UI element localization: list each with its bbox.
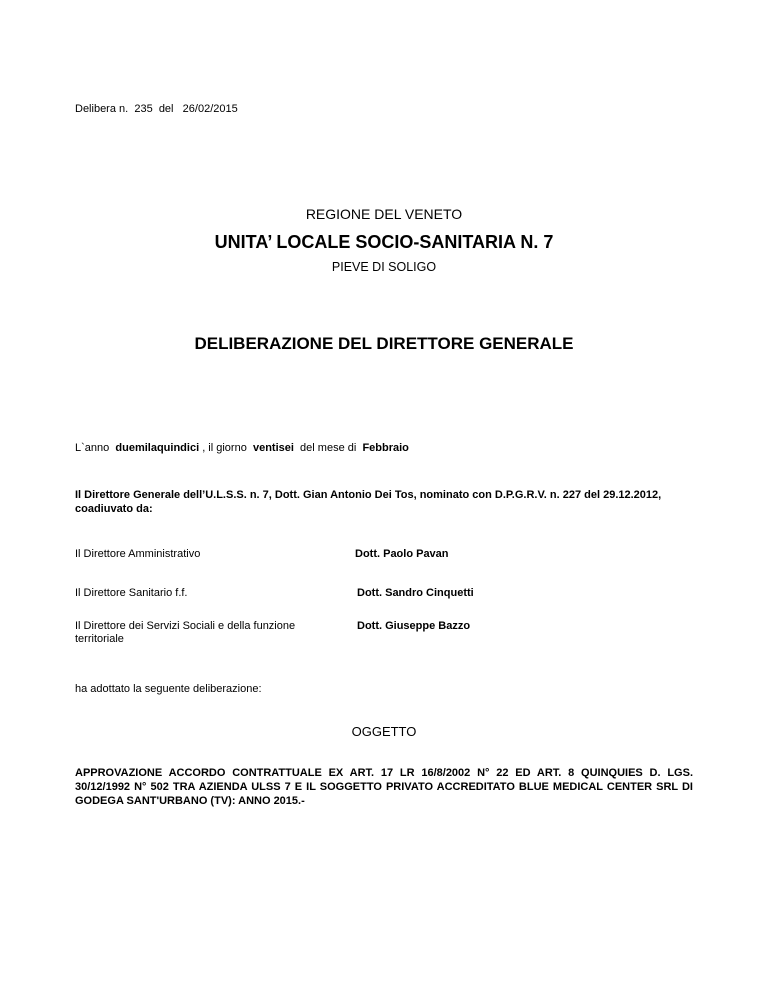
year-words: duemilaquindici [115, 442, 200, 454]
signatory-name-social: Dott. Giuseppe Bazzo [357, 620, 471, 632]
del-label: del [158, 103, 174, 115]
day-label: , il giorno [202, 442, 247, 454]
signatory-role-administrative: Il Direttore Amministrativo [75, 548, 201, 560]
signatory-role-health: Il Direttore Sanitario f.f. [75, 587, 188, 599]
deliberation-title: DELIBERAZIONE DEL DIRETTORE GENERALE [194, 334, 574, 353]
ulss-title: UNITA’ LOCALE SOCIO-SANITARIA N. 7 [214, 232, 554, 252]
anno-prefix: L`anno [75, 442, 110, 454]
region-title: REGIONE DEL VENETO [305, 206, 463, 222]
delibera-reference [75, 103, 238, 116]
date-statement [75, 442, 409, 455]
signatory-role-social: Il Direttore dei Servizi Sociali e della funzione territoriale [75, 620, 296, 645]
delibera-date: 26/02/2015 [182, 103, 238, 115]
adopted-statement: ha adottato la seguente deliberazione: [75, 683, 262, 695]
delibera-number: 235 [134, 103, 153, 115]
signatory-name-administrative: Dott. Paolo Pavan [355, 548, 449, 560]
month-label: del mese di [300, 442, 357, 454]
director-general-paragraph: Il Direttore Generale dell’U.L.S.S. n. 7, Dott. Gian Antonio Dei Tos, nominato con D.P.G.R.V. n. 227 del 29.12.2012, coadiuvato da: [75, 489, 662, 515]
subject-heading: OGGETTO [351, 724, 417, 739]
month-name: Febbraio [362, 442, 409, 454]
day-words: ventisei [252, 442, 294, 454]
delibera-label: Delibera n. [75, 103, 129, 115]
signatory-name-health: Dott. Sandro Cinquetti [357, 587, 474, 599]
subject-text: APPROVAZIONE ACCORDO CONTRATTUALE EX ART. 17 LR 16/8/2002 N° 22 ED ART. 8 QUINQUIES D. LGS. 30/12/1992 N° 502 TRA AZIENDA ULSS 7 E IL SOGGETTO PRIVATO ACCREDITATO BLUE MEDICAL CENTER SRL DI GODEGA SANT'URBANO (TV): ANNO 2015.- [75, 767, 693, 807]
city-title: PIEVE DI SOLIGO [331, 260, 437, 274]
